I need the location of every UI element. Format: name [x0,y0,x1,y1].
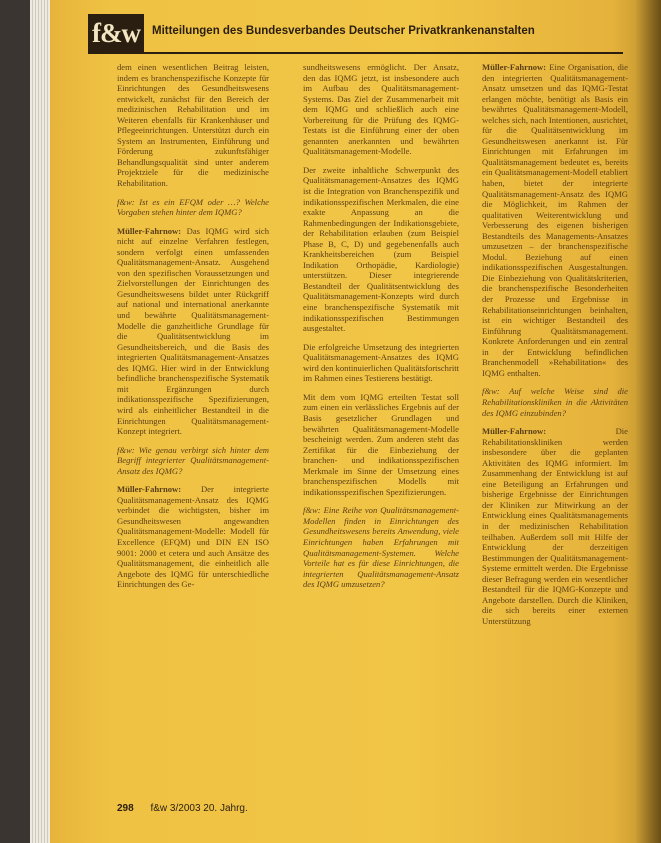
page-footer [117,803,248,814]
interview-question: f&w: Ist es ein EFQM oder …? Welche Vorgaben stehen hinter dem IQMG? [117,196,269,218]
text-column-2 [303,62,459,778]
interview-question: f&w: Wie genau verbirgt sich hinter dem Begriff integrierter Qualitätsmanagement-Ansatz des IQMG? [117,444,269,476]
page-number: 298 [117,803,134,814]
interview-question: f&w: Auf welche Weise sind die Rehabilitationskliniken in die Aktivitäten des IQMG einzubinden? [482,386,628,418]
body-paragraph: Der zweite inhaltliche Schwerpunkt des Qualitätsmanagement-Ansatzes des IQMG ist die Integration von Branchenspezifik und indikationsspezifischen Merkmalen, die eine exakte Anpassung an die Rahmenbedingungen der Indikationsgebiete, der Rehabilitation erlauben (zum Beispiel Phase B, C, D) und gegebenenfalls auch Krankheitsbereichen (zum Beispiel Indikation Orthopädie, Kardiologie) unterstützen. Dieser integrierende Bestandteil der Qualitätsentwicklung des Qualitätsmanagement-Konzepts wird durch eine branchenspezifische Systematik mit indikationsspezifischen Bestimmungen ausgestaltet. [303,164,459,334]
issue-info: f&w 3/2003 20. Jahrg. [150,803,248,814]
answer-text: Der integrierte Qualitätsmanagement-Ansatz des IQMG verbindet die wichtigsten, bisher im Gesundheitswesen angewandten Qualitätsmanagement-Modelle: Modell für Excellence (EFQM) und DIN EN ISO 9001: 2000 et cetera und auch Ansätze des Qualitätsmanagement, die einheitlich alle Angebote des IQMG für unterschiedliche Einrichtungen des Ge- [117,484,269,590]
answer-text: Die Rehabilitationskliniken werden insbesondere über die geplanten Aktivitäten des IQMG informiert. Im Zusammenhang der Entwicklung ist auf eine Beteiligung an Erfahrungen und bisherige Ergebnisse der Einrichtungen der Kliniken zur Mitwirkung an der Entwicklung eines Qualitätsmanagements in der medizinischen Rehabilitation teilhaben. Außerdem soll mit Hilfe der Entwicklung der derzeitigen Bestimmungen der Qualitätsmanagement-Systeme ermittelt werden. Die Ergebnisse dieser Befragung werden ein wesentlicher Bestandteil für die IQMG-Konzepte und Angebote darstellen. Durch die Kliniken, die sich bereits einer externen Unterstützung [482,426,628,626]
body-paragraph: sundheitswesens ermöglicht. Der Ansatz, den das IQMG jetzt, ist insbesondere auch im Aufbau des Qualitätsmanagement-Systems. Das Ziel der Zusammenarbeit mit dem IQMG und schließlich auch eine Vorbereitung für die Prüfung des IQMG-Testats ist die Einführung einer der oben genannten anerkannten und bewährten Qualitätsmanagement-Modelle. [303,62,459,157]
speaker-label: Müller-Fahrnow: [117,484,182,495]
body-paragraph: Mit dem vom IQMG erteilten Testat soll zum einen ein verlässliches Ergebnis auf der Basis gesetzlicher Grundlagen und bewährten Qualitätsmanagement-Modelle bescheinigt werden. Zum anderen steht das Zertifikat für die Einbeziehung der branchen- und indikationsspezifischen Merkmale im Sinne der Umsetzung eines branchenspezifischen Modells mit indikationsspezifischen Spezifizierungen. [303,391,459,497]
text-column-1 [117,62,269,778]
interview-answer [117,226,269,437]
binding-shadow [635,0,661,843]
running-header: Mitteilungen des Bundesverbandes Deutscher Privatkrankenanstalten [152,25,535,37]
body-paragraph: Die erfolgreiche Umsetzung des integrierten Qualitätsmanagement-Ansatzes des IQMG wird den kontinuierlichen Qualitätsfortschritt im Rahmen eines Testierens bestätigt. [303,341,459,384]
header-rule [88,52,623,54]
text-column-3 [482,62,628,778]
speaker-label: Müller-Fahrnow: [117,225,182,236]
interview-answer [482,62,628,378]
answer-text: Das IQMG wird sich nicht auf einzelne Verfahren festlegen, sondern verfolgt einen umfassenden Qualitätsmanagement-Ansatz. Ausgehend von den spezifischen Voraussetzungen und Zielvorstellungen der Einrichtungen des Gesundheitswesens bildet unter Rückgriff auf national und international anerkannte und bewährte Qualitätsmanagement-Modelle die ganzheitliche Grundlage für die Qualitätsentwicklung im Gesundheitsbereich, und die Basis des integrierten Qualitätsmanagement-Ansatzes des IQMG. Hier wird in der Entwicklung befindliche branchenspezifische Systematik mit Ergänzungen durch indikationsspezifische Spezifizierungen, wird als einheitlicher Bestandteil in die Einrichtungen Qualitätsmanagement-Konzept integriert. [117,225,269,437]
interview-answer [482,426,628,626]
interview-answer [117,484,269,589]
body-paragraph: dem einen wesentlichen Beitrag leisten, indem es branchenspezifische Konzepte für Einrichtungen des Gesundheitswesens entwickelt, zunächst für den Bereich der medizinischen Rehabilitation und im Weiteren ebenfalls für Krankenhäuser und Pflegeeinrichtungen. Unterstützt durch ein System an Instrumenten, Einführung und Förderung zukunftsfähiger Behandlungsqualität sind unter anderem Projektziele für die medizinische Rehabilitation. [117,62,269,189]
answer-text: Eine Organisation, die den integrierten Qualitätsmanagement-Ansatz umsetzen und das IQMG-Testat erlangen möchte, benötigt als Basis ein bewährtes Qualitätsmanagement-Modell, welches sich, nach Intentionen, ausrichtet, für die Qualitätsentwicklung im Gesundheitswesen anerkannt ist. Für Einrichtungen mit Erfahrungen im Qualitätsmanagement bedeutet es, bereits ein Qualitätsmanagement-Modell etabliert haben, bietet der integrierte Qualitätsmanagement-Ansatz des IQMG die Möglichkeit, im Rahmen der qualitativen Weiterentwicklung und Verbesserung des eigenen bisherigen Bestandteils des Managements-Ansatzes umzusetzen – der branchenspezifische Modul. Beziehung auf einen indikationsspezifischen Ausgestaltungen. Die Einbeziehung von Qualitätskriterien, die branchenspezifische Besonderheiten der Prozesse und Ergebnisse in Rehabilitationseinrichtungen beinhalten, ist ein wichtiger Bestandteil des Einführung Qualitätsmanagement. Konkrete Anforderungen und ein zentral in der Entwicklung befindlichen Branchenmodell »Rehabilitation« des IQMG enthalten. [482,62,628,378]
book-page-edges [30,0,52,843]
speaker-label: Müller-Fahrnow: [482,62,547,72]
speaker-label: Müller-Fahrnow: [482,426,547,437]
interview-question: f&w: Eine Reihe von Qualitätsmanagement-Modellen finden in Einrichtungen des Gesundheitswesens bereits Anwendung, viele Einrichtungen haben Erfahrungen mit Qualitätsmanagement-Systemen. Welche Vorteile hat es für diese Einrichtungen, die integrierten Qualitätsmanagement-Ansatz des IQMG umzusetzen? [303,505,459,590]
journal-logo: f&w [88,14,144,52]
